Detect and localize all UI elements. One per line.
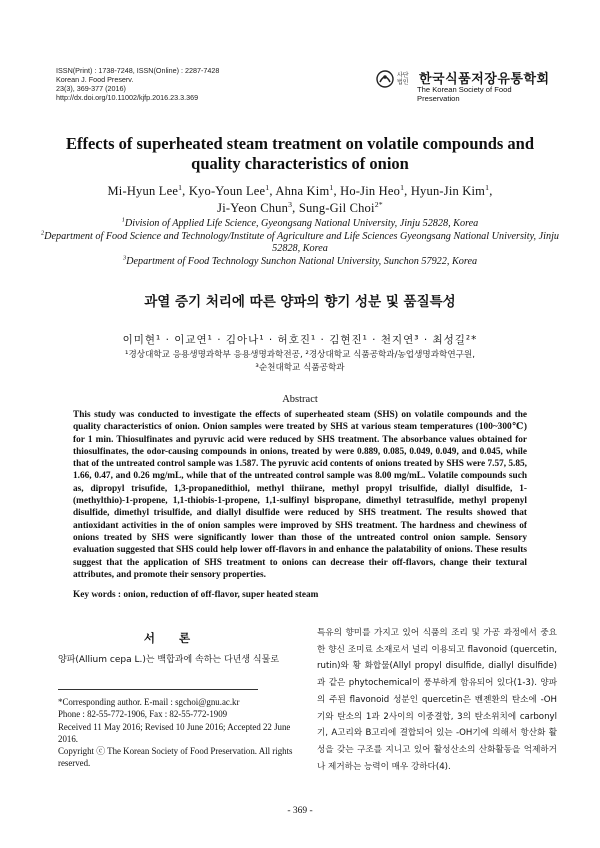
society-mark: 사단 법인: [397, 72, 409, 86]
issn-line: ISSN(Print) : 1738-7248, ISSN(Online) : 2287-7428: [56, 66, 220, 75]
korean-author-list: 이미현¹ · 이교연¹ · 김아나¹ · 허호진¹ · 김현진¹ · 천지연³ · 최성길²*: [122, 334, 478, 346]
author: Mi-Hyun Lee$^1$: [107, 182, 183, 198]
korean-affiliation: ³순천대학교 식품공학과: [255, 362, 345, 373]
author: Kyo-Youn Lee$^1$: [188, 182, 270, 198]
author-list: Mi-Hyun Lee$^1$, Kyo-Youn Lee$^1$, Ahna Kim$^1$, Ho-Jin Heo$^1$, Hyun-Jin Kim$^1$, Ji-Yeon Chun$^3$, Sung-Gil Choi$^{2*}$: [107, 182, 493, 215]
intro-paragraph-left: 양파(Allium cepa L.)는 백합과에 속하는 다년생 식물로: [58, 655, 280, 665]
korean-affiliation: ¹경상대학교 응용생명과학부 응용생명과학전공, ²경상대학교 식품공학과/농업생명과학연구원,: [125, 350, 475, 360]
society-header: [376, 66, 556, 103]
volume-pages: 23(3), 369-377 (2016): [56, 84, 126, 93]
journal-issn-block: [56, 66, 219, 102]
phone-fax: Phone : 82-55-772-1906, Fax : 82-55-772-1909: [58, 709, 228, 720]
received-dates: Received 11 May 2016; Revised 10 June 2016; Accepted 22 June 2016.: [58, 721, 291, 744]
korean-affiliation-list: [40, 349, 560, 374]
author: Sung-Gil Choi$^{2*}$: [298, 199, 383, 215]
footnote-divider: [58, 689, 258, 690]
korean-title: 과열 증기 처리에 따른 양파의 향기 성분 및 품질특성: [144, 294, 456, 310]
affiliation-list: [40, 218, 560, 268]
copyright-notice: Copyright ⓒ The Korean Society of Food Preservation. All rights reserved.: [58, 746, 293, 769]
keywords-label: Key words :: [73, 590, 122, 600]
corresponding-author-footnote: [58, 696, 303, 770]
author: Hyun-Jin Kim$^1$: [410, 182, 490, 198]
society-english-name: The Korean Society of Food Preservation: [417, 85, 512, 103]
page-number: - 369 -: [287, 806, 313, 816]
affiliation: $^2$Department of Food Science and Technology/Institute of Agriculture and Life Sciences Gyeongsang National University, Jinju 52828, Korea: [40, 229, 559, 255]
abstract-body: This study was conducted to investigate the effects of superheated steam (SHS) on volatile compounds and the quality characteristics of onion. Onion samples were treated by SHS at various steam temperatures (100~300℃) for 1 min. Thiosulfinates and pyruvic acid were reduced by SHS treatment. The absorbance values obtained for thiosulfinates, the odor-causing compounds in onions, treated by were 0.889, 0.085, 0.049, 0.049, and 0.045, while that of the untreated control sample was 1.587. The pyruvic acid contents of onions treated by SHS were 7.57, 5.85, 1.66, 0.47, and 0.26 mg/mL, while that of the untreated control sample was 8.00 mg/mL. Volatile compounds such as, dipropyl trisufide, 1,3-propanedithiol, methyl thiirane, methyl propyl trisulfide, diallyl disulfide, 1-(methylthio)-1-propene, 1,1-thiobis-1-propene, 1,1-sulfinyl bispropane, dimethyl tetrasulfide, methyl propenyl disulfide, dimethyl trisulfide, and diallyl disulfide were reduced by SHS treatment. The results showed that antioxidant activities in the of onion samples were improved by SHS treatment. The hardness and chewiness of onions treated by SHS were significantly lower than those of the untreated control onion sample. Sensory evaluation suggested that SHS could help lower off-flavors in and enhance the palatability of onions. These results suggest that the application of SHS treatment to onions can decrease their off-flavors, change their textural attributes, and promote their sensory properties.: [73, 410, 527, 580]
affiliation: $^1$Division of Applied Life Science, Gyeongsang National University, Jinju 52828, Korea: [121, 216, 479, 229]
abstract-heading: Abstract: [282, 394, 318, 405]
journal-abbrev: Korean J. Food Preserv.: [56, 75, 134, 84]
affiliation: $^3$Department of Food Technology Sunchon National University, Sunchon 57922, Korea: [122, 254, 478, 267]
author: Ji-Yeon Chun$^3$: [217, 199, 293, 215]
author: Ahna Kim$^1$: [275, 182, 334, 198]
keywords-value: onion, reduction of off-flavor, super heated steam: [123, 590, 319, 600]
corresponding-email: *Corresponding author. E-mail : sgchoi@gnu.ac.kr: [58, 697, 240, 707]
society-logo-icon: [376, 70, 394, 88]
intro-paragraph-right: 특유의 향미를 가지고 있어 식품의 조리 및 가공 과정에서 중요한 향신 조미료 소재로서 널리 이용되고 flavonoid (quercetin, rutin)와 황 화합물(Allyl propyl disulfide, diallyl disulfide)과 같은 phytochemical이 풍부하게 함유되어 있다(1-3). 양파의 주된 flavonoid 성분인 quercetin은 벤젠환의 탄소에 -OH기와 탄소의 1과 2사이의 이중결합, 3의 탄소위치에 carbonyl기, A고리와 B고리에 결합되어 있는 -OH기에 의해서 항산화 활성을 갖는 구조를 지니고 있어 활성산소의 산화활동을 억제하거나 제거하는 능력이 매우 강하다(4).: [317, 628, 557, 772]
paper-title: Effects of superheated steam treatment on volatile compounds and quality characteristics of onion: [65, 134, 535, 173]
keywords-line: [73, 590, 527, 600]
doi-link[interactable]: http://dx.doi.org/10.11002/kjfp.2016.23.3.369: [56, 93, 199, 102]
society-korean-name: 한국식품저장유통학회: [419, 72, 550, 87]
section-heading-introduction: 서 론: [143, 631, 201, 645]
author: Ho-Jin Heo$^1$: [340, 182, 405, 198]
